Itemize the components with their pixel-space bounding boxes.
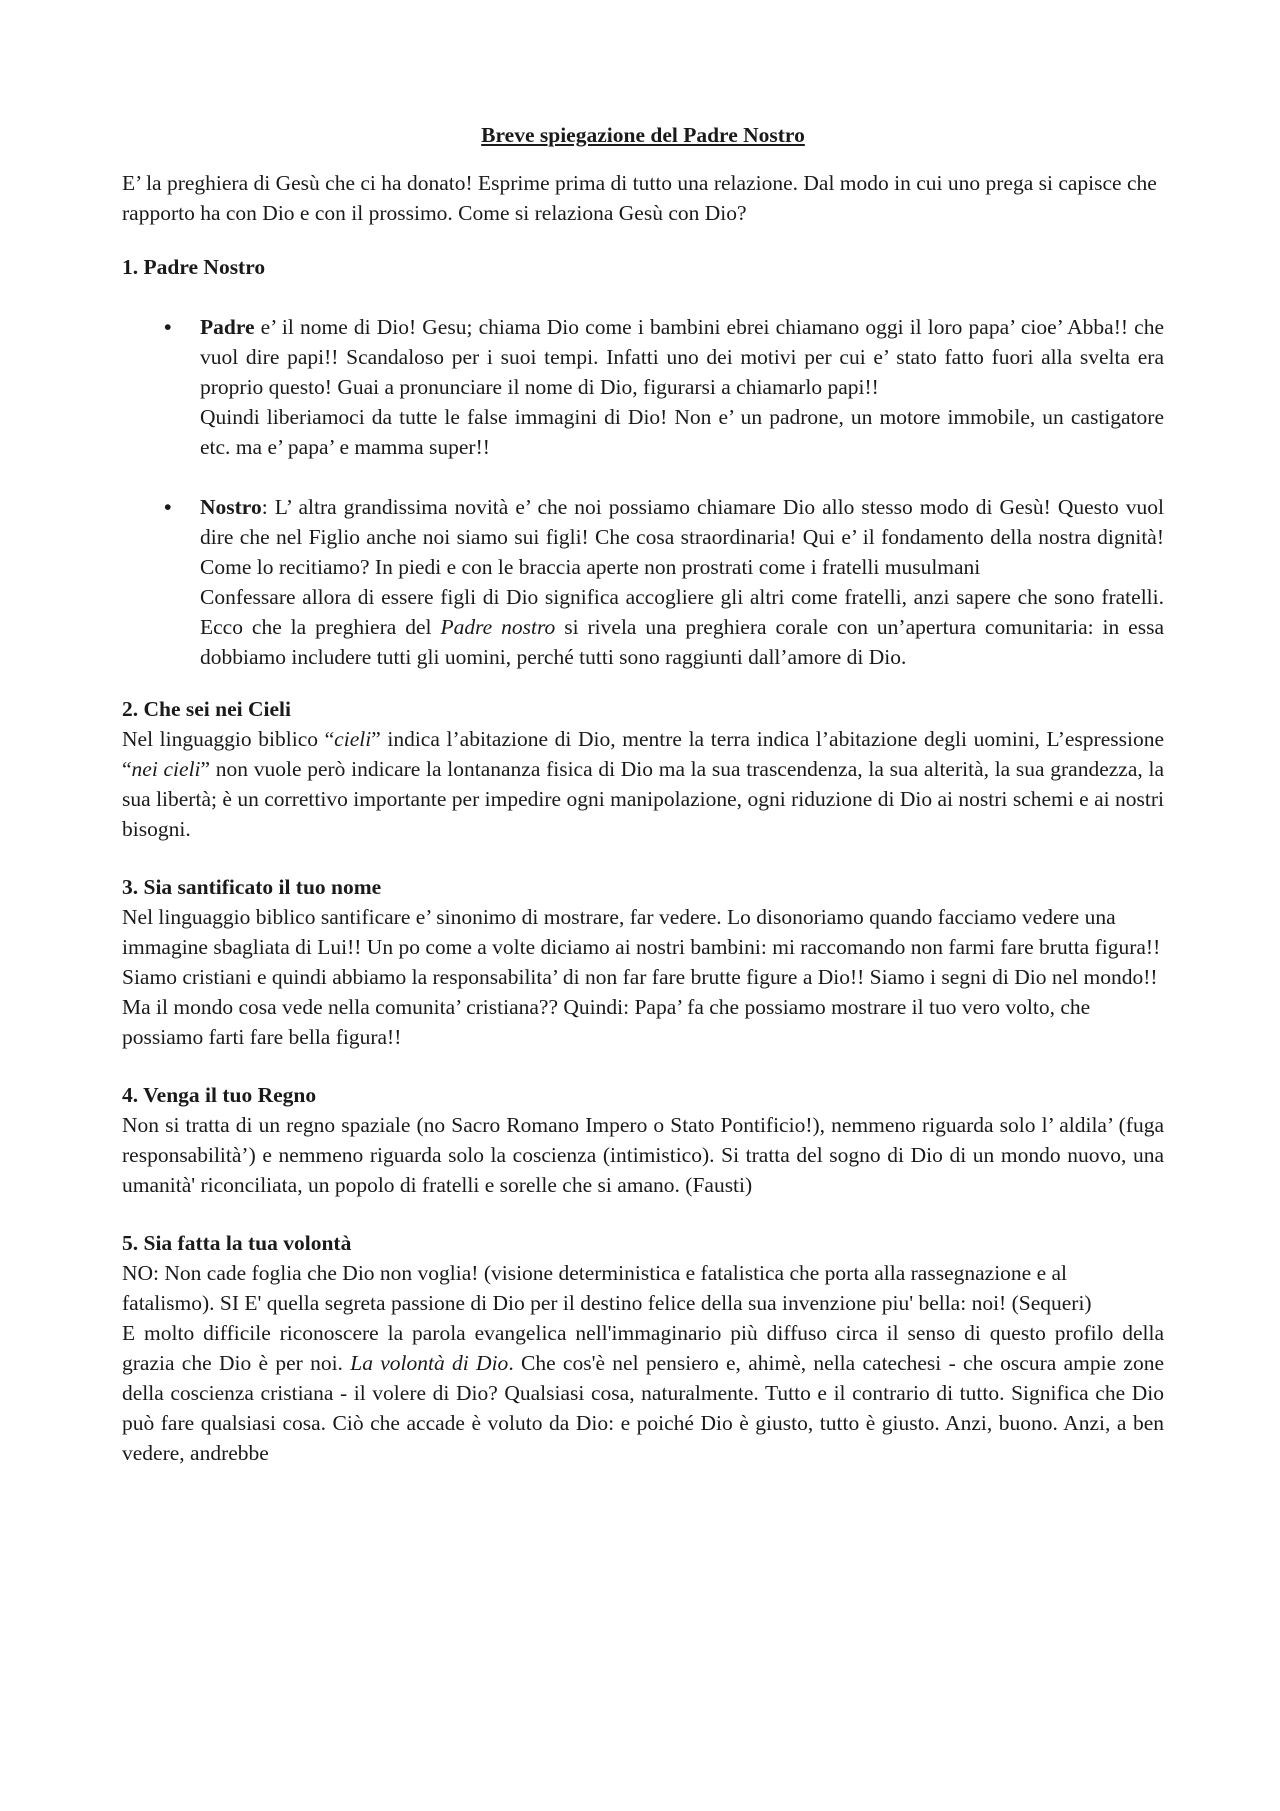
list-item-padre	[122, 312, 1164, 462]
section-paragraph: Nel linguaggio biblico santificare e’ sinonimo di mostrare, far vedere. Lo disonoriamo quando facciamo vedere una immagine sbagliata di Lui!! Un po come a volte diciamo ai nostri bambini: mi raccomando non farmi fare brutta figura!! Siamo cristiani e quindi abbiamo la responsabilita’ di non far fare brutte figure a Dio!! Siamo i segni di Dio nel mondo!! Ma il mondo cosa vede nella comunita’ cristiana?? Quindi: Papa’ fa che possiamo mostrare il tuo vero volto, che possiamo farti fare bella figura!!	[122, 905, 1161, 1049]
bullet-paragraph	[200, 492, 1164, 582]
bullet-text: : L’ altra grandissima novità e’ che noi possiamo chiamare Dio allo stesso modo di Gesù! Questo vuol dire che nel Figlio anche noi siamo sui figli! Che cosa straordinaria! Qui e’ il fondamento della nostra dignità! Come lo recitiamo? In piedi e con le braccia aperte non prostrati come i fratelli musulmani	[200, 495, 1164, 579]
document-title: Breve spiegazione del Padre Nostro	[481, 123, 805, 147]
section-heading-1: 1. Padre Nostro	[122, 255, 266, 279]
section-santificato	[122, 872, 1164, 1052]
document-body	[122, 120, 1164, 1468]
term-padre: Padre	[200, 315, 255, 339]
paragraph-text: E molto difficile riconoscere la parola evangelica nell'immaginario più diffuso circa il senso di questo profilo della grazia che Dio è per noi.	[122, 1321, 1164, 1375]
bullet-paragraph	[200, 582, 1164, 672]
section-heading-2: 2. Che sei nei Cieli	[122, 697, 291, 721]
paragraph-text: Nel linguaggio biblico “	[122, 727, 335, 751]
section-regno	[122, 1080, 1164, 1200]
section-paragraph: NO: Non cade foglia che Dio non voglia! (visione deterministica e fatalistica che porta alla rassegnazione e al fatalismo). SI E' quella segreta passione di Dio per il destino felice della sua invenzione piu' bella: noi! (Sequeri)	[122, 1261, 1092, 1315]
emphasis-text: nei cieli	[131, 757, 201, 781]
emphasis-text: La volontà di Dio	[350, 1351, 509, 1375]
bullet-icon: •	[164, 495, 172, 519]
list-item-nostro	[122, 492, 1164, 672]
bullet-text: si rivela una preghiera corale con un’apertura comunitaria: in essa dobbiamo includere tutti gli uomini, perché tutti sono raggiunti dall’amore di Dio.	[200, 615, 1164, 669]
section-padre-nostro	[122, 252, 1164, 282]
section-volonta	[122, 1228, 1164, 1468]
term-nostro: Nostro	[200, 495, 262, 519]
paragraph-text: . Che cos'è nel pensiero e, ahimè, nella catechesi - che oscura ampie zone della coscienza cristiana - il volere di Dio? Qualsiasi cosa, naturalmente. Tutto e il contrario di tutto. Significa che Dio può fare qualsiasi cosa. Ciò che accade è voluto da Dio: e poiché Dio è giusto, tutto è giusto. Anzi, buono. Anzi, a ben vedere, andrebbe	[122, 1351, 1164, 1465]
section-heading-5: 5. Sia fatta la tua volontà	[122, 1231, 352, 1255]
section-heading-4: 4. Venga il tuo Regno	[122, 1083, 317, 1107]
section-cieli	[122, 694, 1164, 844]
bullet-list	[122, 312, 1164, 672]
section-paragraph: Non si tratta di un regno spaziale (no Sacro Romano Impero o Stato Pontificio!), nemmeno riguarda solo l’ aldila’ (fuga responsabilità’) e nemmeno riguarda solo la coscienza (intimistico). Si tratta del sogno di Dio di un mondo nuovo, una umanità' riconciliata, un popolo di fratelli e sorelle che si amano. (Fausti)	[122, 1113, 1164, 1197]
bullet-text: e’ il nome di Dio! Gesu; chiama Dio come i bambini ebrei chiamano oggi il loro papa’ cioe’ Abba!! che vuol dire papi!! Scandaloso per i suoi tempi. Infatti uno dei motivi per cui e’ stato fatto fuori alla svelta era proprio questo! Guai a pronunciare il nome di Dio, figurarsi a chiamarlo papi!!	[200, 315, 1164, 399]
bullet-text: Confessare allora di essere figli di Dio significa accogliere gli altri come fratelli, anzi sapere che sono fratelli. Ecco che la preghiera del	[200, 585, 1164, 639]
section-paragraph	[122, 724, 1164, 844]
paragraph-text: ” indica l’abitazione di Dio, mentre la terra indica l’abitazione degli uomini, L’espressione “	[122, 727, 1164, 781]
section-paragraph	[122, 1318, 1164, 1468]
emphasis-text: Padre nostro	[440, 615, 556, 639]
bullet-icon: •	[164, 315, 172, 339]
bullet-paragraph: Quindi liberiamoci da tutte le false immagini di Dio! Non e’ un padrone, un motore immobile, un castigatore etc. ma e’ papa’ e mamma super!!	[200, 405, 1164, 459]
emphasis-text: cieli	[334, 727, 372, 751]
section-heading-3: 3. Sia santificato il tuo nome	[122, 875, 382, 899]
paragraph-text: ” non vuole però indicare la lontananza fisica di Dio ma la sua trascendenza, la sua alterità, la sua grandezza, la sua libertà; è un correttivo importante per impedire ogni manipolazione, ogni riduzione di Dio ai nostri schemi e ai nostri bisogni.	[122, 757, 1164, 841]
bullet-paragraph	[200, 312, 1164, 402]
intro-paragraph: E’ la preghiera di Gesù che ci ha donato! Esprime prima di tutto una relazione. Dal modo in cui uno prega si capisce che rapporto ha con Dio e con il prossimo. Come si relaziona Gesù con Dio?	[122, 171, 1157, 225]
